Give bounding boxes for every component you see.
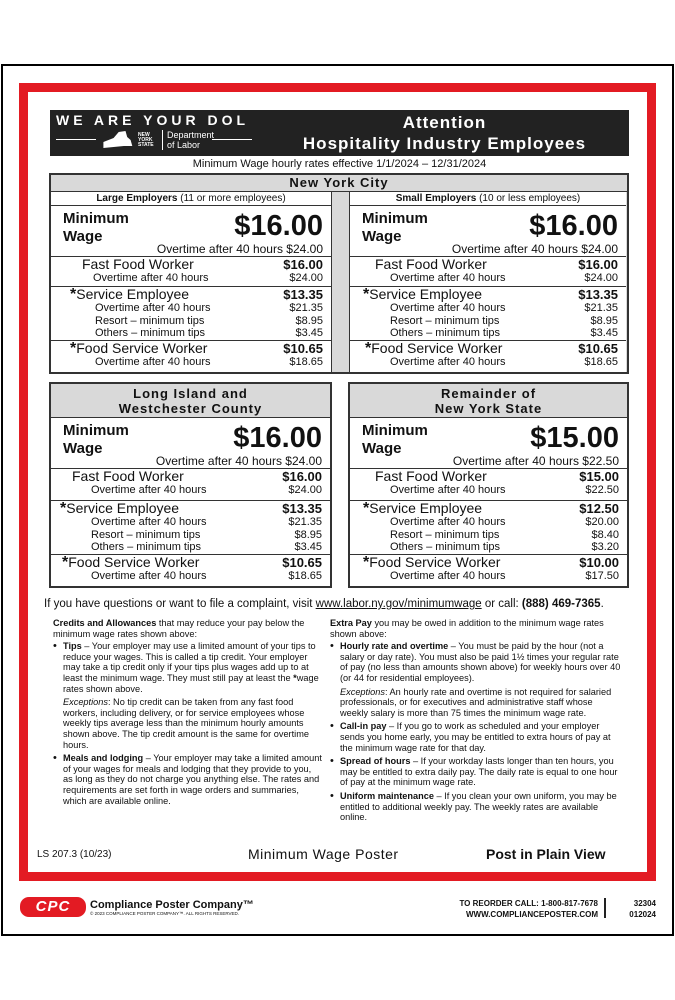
- ny-dol-logo: [100, 130, 218, 150]
- nyc-large-subtitle: Large Employers (11 or more employees): [51, 192, 331, 206]
- uniform-maintenance-item: • Uniform maintenance – If you clean your own uniform, you may be entitled to additional weekly pay. The weekly rates are available online.: [330, 791, 622, 823]
- minimum-wage-label: Minimum Wage: [63, 422, 129, 457]
- form-code: LS 207.3 (10/23): [37, 849, 112, 860]
- contact-phone: (888) 469-7365: [521, 598, 601, 610]
- minimum-wage-row: [350, 206, 626, 256]
- poster-code-1: 32304: [633, 899, 656, 908]
- minimum-wage-label: Minimum Wage: [63, 210, 129, 245]
- fast-food-row: Fast Food Worker $16.00 Overtime after 40 hours $24.00: [51, 256, 331, 286]
- reorder-info: [430, 898, 598, 920]
- meals-lodging-item: • Meals and lodging – Your employer may take a limited amount of your wages for meals and lodging that they provide to you, as long as they do not charge you anything else. The rates and requirements are set forth in wage orders and summaries, which are available online.: [53, 753, 323, 806]
- poster-code-2: 012024: [629, 910, 656, 919]
- nyc-small-subtitle: Small Employers (10 or less employees): [350, 192, 626, 206]
- service-employee-row: *Service Employee $13.35 Overtime after 40 hours $21.35 Resort – minimum tips $8.95 Others – minimum tips $3.45: [51, 500, 330, 554]
- minimum-wage-overtime: Overtime after 40 hours $22.50: [452, 454, 619, 468]
- tagline-rule-right: [212, 139, 252, 140]
- food-service-row: *Food Service Worker $10.00 Overtime after 40 hours $17.50: [350, 554, 627, 584]
- publisher-website[interactable]: WWW.COMPLIANCEPOSTER.COM: [466, 910, 598, 919]
- minimum-wage-row: [51, 206, 331, 256]
- contact-line: If you have questions or want to file a complaint, visit www.labor.ny.gov/minimumwage or call: (888) 469-7365.: [44, 598, 604, 610]
- fast-food-row: Fast Food Worker $16.00 Overtime after 40 hours $24.00: [350, 256, 626, 286]
- title-line-2: Hospitality Industry Employees: [302, 134, 587, 153]
- fast-food-row: Fast Food Worker $15.00 Overtime after 40 hours $22.50: [350, 468, 627, 500]
- food-service-row: *Food Service Worker $10.65 Overtime after 40 hours $18.65: [350, 340, 626, 370]
- minimum-wage-amount: $16.00: [233, 422, 322, 454]
- minimum-wage-row: [51, 418, 330, 468]
- title-line-1: Attention: [402, 113, 487, 132]
- food-service-row: *Food Service Worker $10.65 Overtime after 40 hours $18.65: [51, 554, 330, 584]
- hourly-rate-item: • Hourly rate and overtime – You must be paid by the hour (not a salary or day rate). You must also be paid 1½ times your regular rate of pay (no less than amounts shown above) for weekly hours over 40 (or 44 for residential employees).: [330, 641, 622, 683]
- minimum-wage-amount: $16.00: [529, 210, 618, 242]
- minimum-wage-link[interactable]: www.labor.ny.gov/minimumwage: [315, 598, 482, 610]
- long-island-title: Long Island and Westchester County: [51, 384, 330, 418]
- long-island-rates-box: [49, 382, 332, 588]
- minimum-wage-label: Minimum Wage: [362, 210, 428, 245]
- minimum-wage-amount: $16.00: [234, 210, 323, 242]
- minimum-wage-overtime: Overtime after 40 hours $24.00: [155, 454, 322, 468]
- post-note: Post in Plain View: [486, 846, 606, 862]
- tips-exceptions: Exceptions: No tip credit can be taken from any fast food workers, including delivery, or for service employees whose weekly tips average less than the minimum hourly amounts shown above. The tip credit amount is the same for overtime hours.: [63, 697, 309, 750]
- nyc-title: New York City: [51, 175, 627, 192]
- remainder-nys-rates-box: [348, 382, 629, 588]
- credits-intro: Credits and Allowances that may reduce your pay below the minimum wage rates shown above:: [53, 618, 305, 639]
- publisher-name: Compliance Poster Company™: [90, 899, 254, 911]
- department-name: Department of Labor: [162, 130, 218, 150]
- extra-pay-intro: Extra Pay you may be owed in addition to the minimum wage rates shown above:: [330, 618, 604, 639]
- minimum-wage-row: [350, 418, 627, 468]
- ny-state-map-icon: [100, 130, 134, 150]
- poster-title: [260, 110, 629, 156]
- cpc-logo: CPC: [20, 897, 86, 917]
- tagline-rule-left: [56, 139, 96, 140]
- minimum-wage-label: Minimum Wage: [362, 422, 428, 457]
- remainder-nys-title: Remainder of New York State: [350, 384, 627, 418]
- ny-state-mark: NEW YORK STATE: [138, 131, 154, 148]
- fast-food-row: Fast Food Worker $16.00 Overtime after 40 hours $24.00: [51, 468, 330, 500]
- poster-content: [28, 92, 647, 872]
- service-employee-row: *Service Employee $12.50 Overtime after 40 hours $20.00 Resort – minimum tips $8.40 Others – minimum tips $3.20: [350, 500, 627, 554]
- call-in-pay-item: • Call-in pay – If you go to work as scheduled and your employer sends you home early, you may be entitled to extra hours of pay at the minimum wage rate for that day.: [330, 721, 622, 753]
- hourly-exceptions: Exceptions: An hourly rate and overtime is not required for salaried professionals, or for executives and administrative staff whose weekly salary is more than 75 times the minimum wage rate.: [340, 686, 612, 718]
- publisher-copyright: © 2023 COMPLIANCE POSTER COMPANY™. ALL RIGHTS RESERVED.: [90, 911, 240, 916]
- minimum-wage-overtime: Overtime after 40 hours $24.00: [451, 242, 618, 256]
- tips-item: • Tips – Your employer may use a limited amount of your tips to reduce your wages. This is called a tip credit. Your employer may take a tip credit only if your tips plus wages add up to at least the minimum wage. They must still pay at least the *wage rates shown above.: [53, 641, 323, 694]
- service-employee-row: *Service Employee $13.35 Overtime after 40 hours $21.35 Resort – minimum tips $8.95 Others – minimum tips $3.45: [51, 286, 331, 340]
- poster-name: Minimum Wage Poster: [248, 846, 399, 862]
- nyc-large-employers: [51, 192, 332, 372]
- effective-dates: Minimum Wage hourly rates effective 1/1/2024 – 12/31/2024: [192, 158, 487, 170]
- dol-tagline: WE ARE YOUR DOL: [56, 112, 250, 128]
- nyc-rates-box: [49, 173, 629, 374]
- poster-header: [50, 110, 629, 156]
- nyc-small-employers: [349, 192, 626, 372]
- service-employee-row: *Service Employee $13.35 Overtime after 40 hours $21.35 Resort – minimum tips $8.95 Others – minimum tips $3.45: [350, 286, 626, 340]
- minimum-wage-amount: $15.00: [530, 422, 619, 454]
- reorder-phone: TO REORDER CALL: 1-800-817-7678: [459, 899, 598, 908]
- dol-branding: [50, 110, 260, 156]
- poster-codes: [610, 898, 656, 920]
- spread-of-hours-item: • Spread of hours – If your workday lasts longer than ten hours, you may be entitled to extra daily pay. The daily rate is equal to one hour of pay at the minimum wage rate.: [330, 756, 622, 788]
- credits-allowances-section: [53, 618, 323, 809]
- food-service-row: *Food Service Worker $10.65 Overtime after 40 hours $18.65: [51, 340, 331, 370]
- extra-pay-section: [330, 618, 622, 826]
- minimum-wage-overtime: Overtime after 40 hours $24.00: [156, 242, 323, 256]
- footer-divider: [604, 898, 606, 918]
